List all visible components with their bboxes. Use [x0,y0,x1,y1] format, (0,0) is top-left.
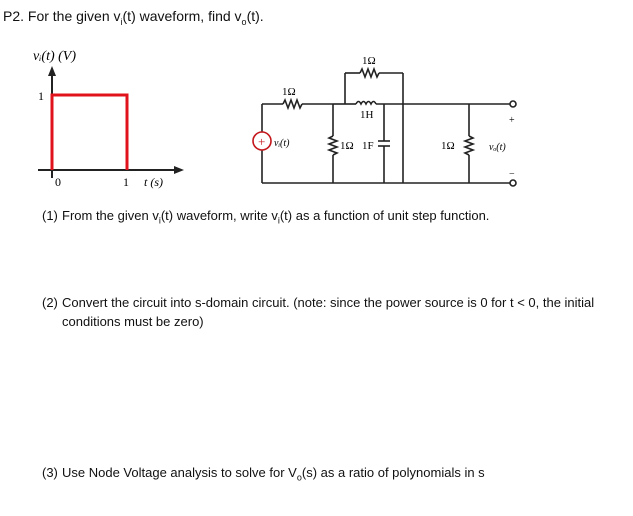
question-1-number: (1) [42,208,58,223]
terminal-out-plus [510,101,516,107]
label-output: vₒ(t) [489,142,506,153]
question-3-number: (3) [42,465,58,480]
question-2-number: (2) [42,295,58,310]
resistor-series [283,100,302,108]
label-capacitor: 1F [362,140,374,152]
label-source: vᵢ(t) [274,138,290,149]
label-r-top: 1Ω [362,55,376,67]
waveform-ylabel: vᵢ(t) (V) [33,49,77,64]
question-2 [42,293,627,331]
waveform-y-tick: 1 [38,89,44,103]
resistor-shunt [329,136,337,155]
label-r-shunt: 1Ω [340,140,354,152]
waveform-xlabel: t (s) [144,175,163,189]
resistor-top [360,69,379,77]
question-2-text: Convert the circuit into s-domain circuit. (note: since the power source is 0 for t < 0, the initial conditions must be zero) [62,295,595,329]
out-minus-sign: − [509,169,515,180]
source-plus: + [258,134,266,149]
resistor-out [465,136,473,155]
question-3-text: Use Node Voltage analysis to solve for $V_o(s)$ as a ratio of polynomials in s [62,465,485,483]
out-plus-sign: + [509,115,515,126]
question-3 [42,463,622,488]
inductor [356,102,376,105]
label-r-out: 1Ω [441,140,455,152]
problem-title: P2. For the given $v_i(t)$ waveform, find $v_o(t)$. [3,8,264,27]
question-1 [42,206,622,231]
waveform-x-tick-0: 0 [55,175,61,189]
label-r-series: 1Ω [282,86,296,98]
waveform-x-tick-1: 1 [123,175,129,189]
circuit-diagram [0,0,633,200]
question-1-text: From the given $v_i(t)$ waveform, write $v_i(t)$ as a function of unit step function. [62,208,490,226]
terminal-out-minus [510,180,516,186]
label-inductor: 1H [360,109,374,121]
